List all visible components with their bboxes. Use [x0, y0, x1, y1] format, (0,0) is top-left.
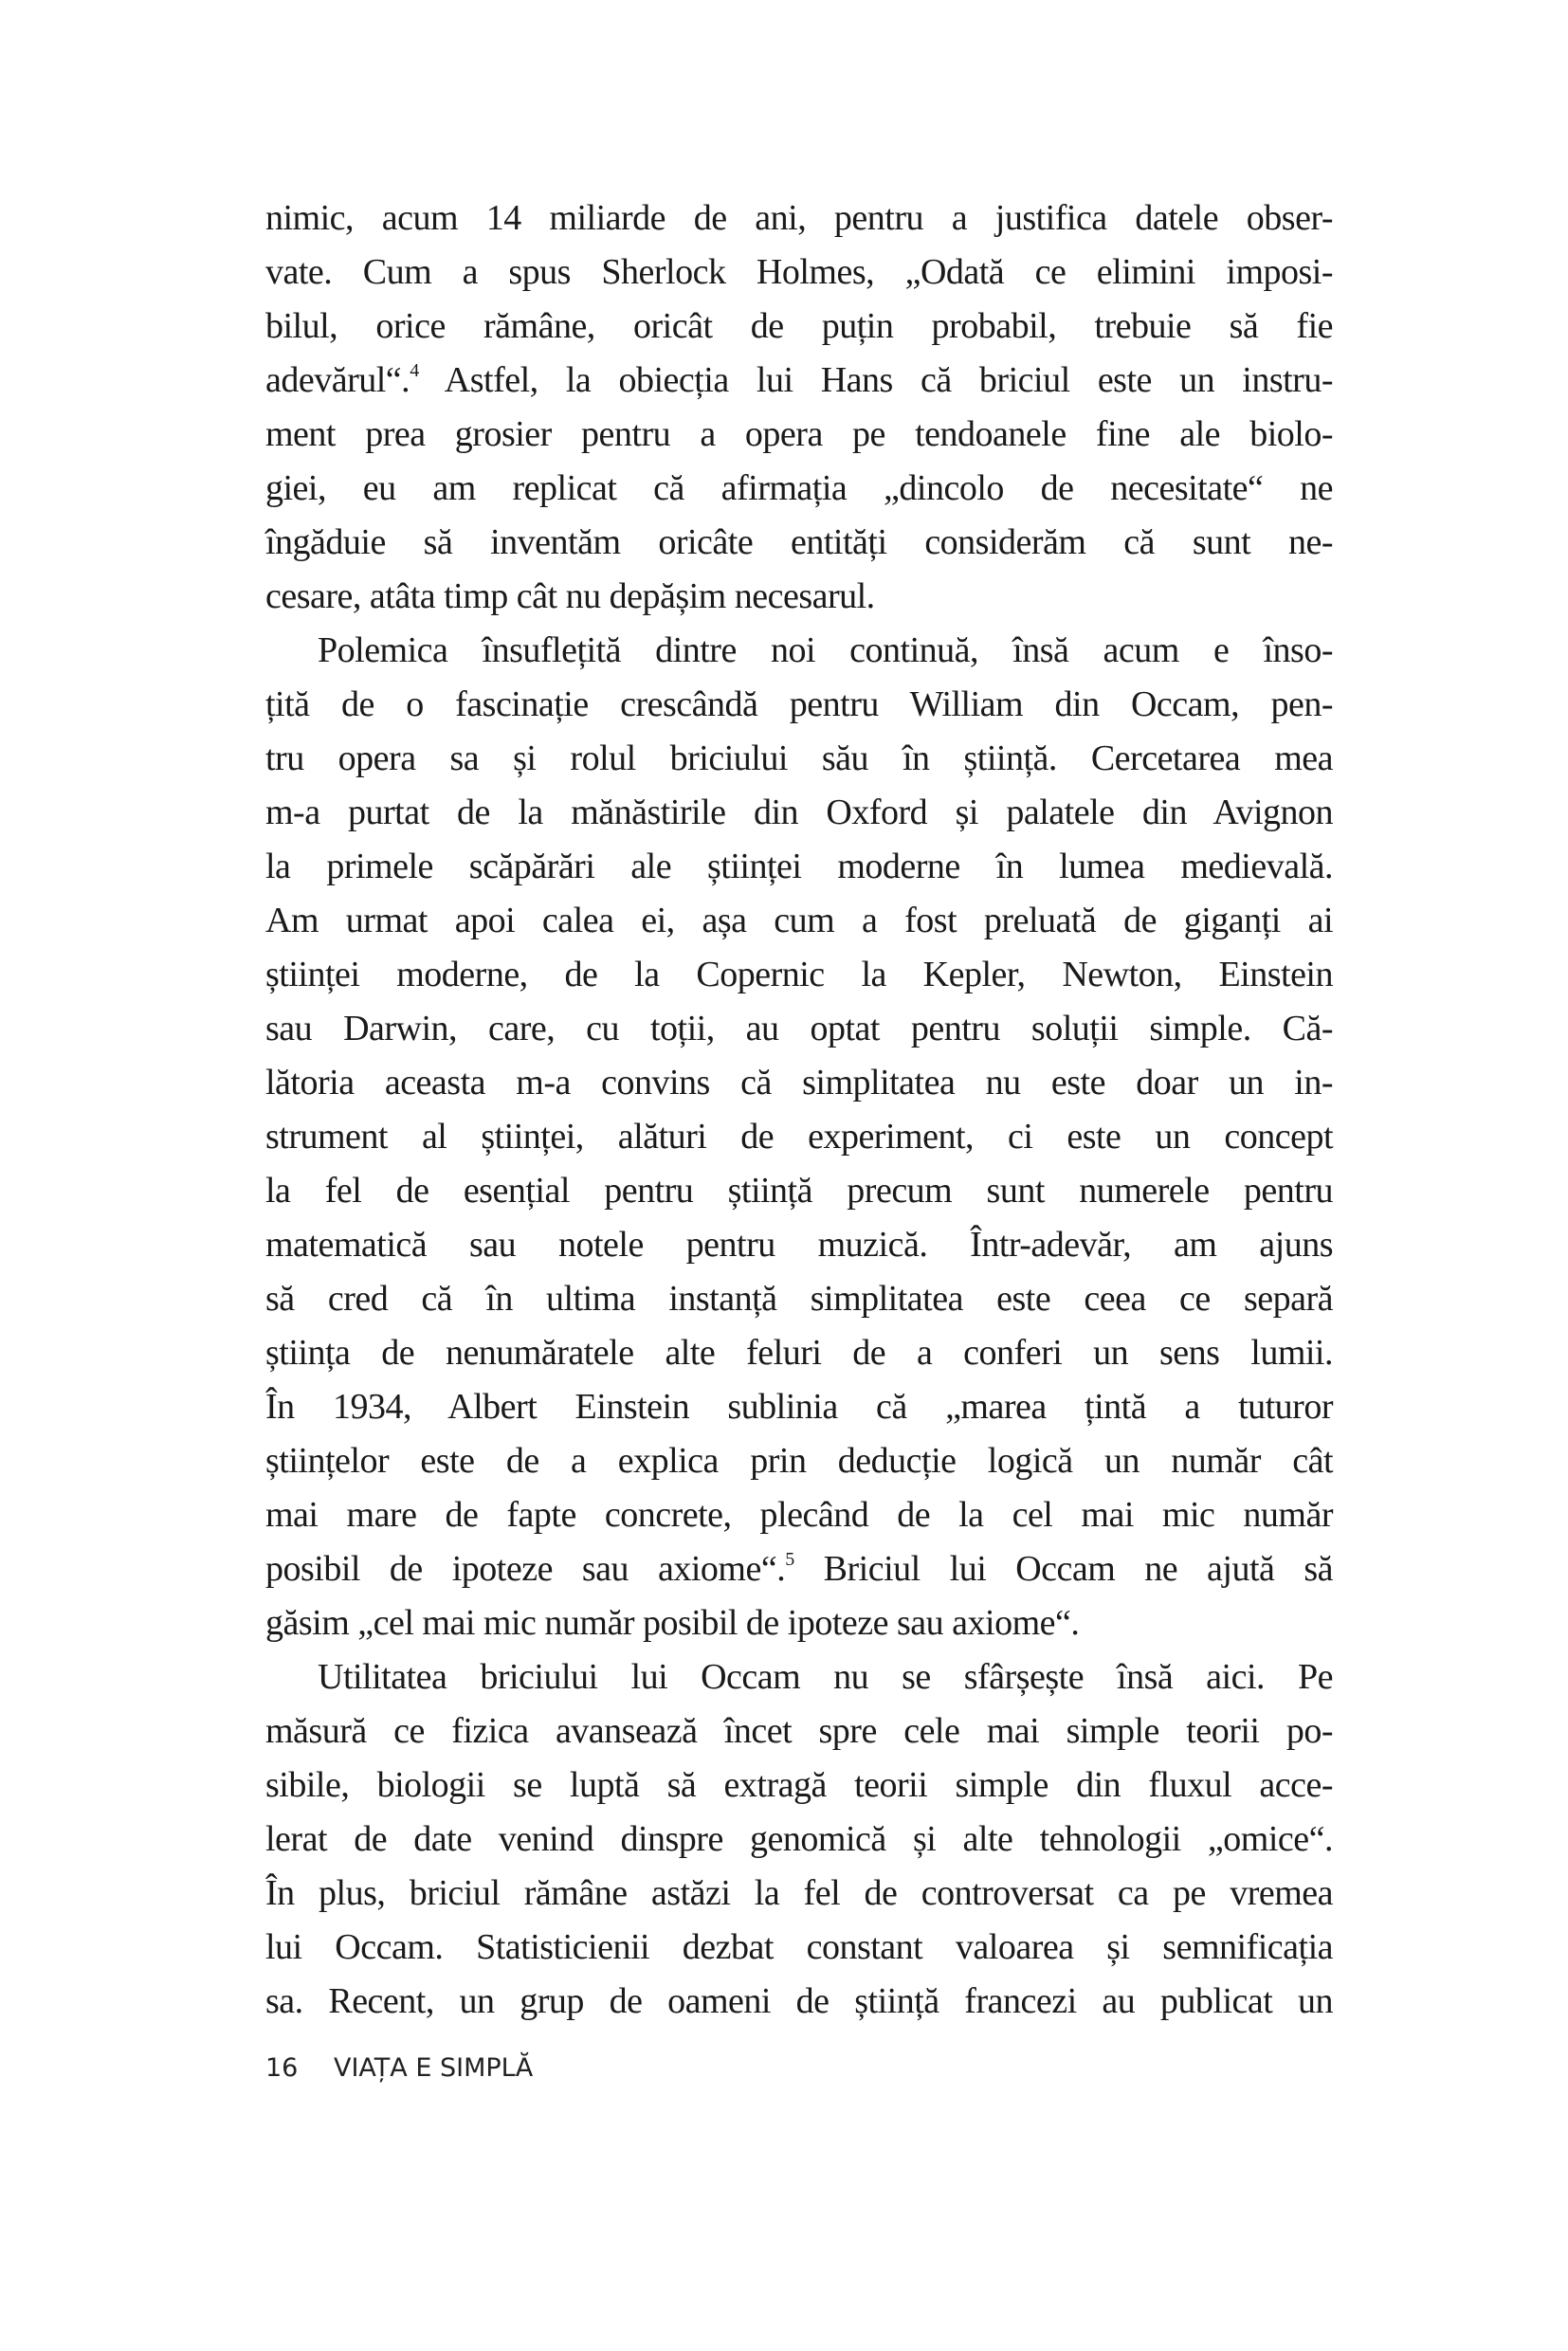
line-text: lătoria aceasta m-a convins că simplitatea nu este doar un in-: [265, 1063, 1333, 1103]
text-line: [265, 516, 1333, 570]
text-line: [265, 1002, 1333, 1056]
line-text: la primele scăpărări ale științei moderne în lumea medievală.: [265, 847, 1333, 886]
footnote-marker[interactable]: 5: [785, 1549, 794, 1570]
line-text: cesare, atâta timp cât nu depășim necesarul.: [265, 576, 875, 616]
text-line: [265, 191, 1333, 246]
text-line: [265, 1704, 1333, 1759]
line-text: lui Occam. Statisticienii dezbat constant valoarea și semnificația: [265, 1927, 1333, 1967]
text-line: [265, 1596, 1333, 1650]
line-text: lerat de date venind dinspre genomică și alte tehnologii „omice“.: [265, 1819, 1333, 1859]
text-line: [265, 624, 1333, 678]
line-text: În 1934, Albert Einstein sublinia că „marea țintă a tuturor: [265, 1387, 1333, 1427]
line-text-continued: Briciul lui Occam ne ajută să: [793, 1549, 1333, 1589]
text-line: [265, 1434, 1333, 1488]
line-text: nimic, acum 14 miliarde de ani, pentru a justifica datele obser-: [265, 198, 1333, 238]
page-number: 16: [265, 2053, 299, 2083]
line-text: îngăduie să inventăm oricâte entități considerăm că sunt ne-: [265, 522, 1333, 562]
line-text: măsură ce fizica avansează încet spre cele mai simple teorii po-: [265, 1711, 1333, 1751]
line-text: ment prea grosier pentru a opera pe tendoanele fine ale biolo-: [265, 414, 1333, 454]
line-text: știința de nenumăratele alte feluri de a conferi un sens lumii.: [265, 1333, 1333, 1373]
line-text: țită de o fascinație crescândă pentru William din Occam, pen-: [265, 684, 1333, 724]
line-text: să cred că în ultima instanță simplitatea este ceea ce separă: [265, 1279, 1333, 1319]
line-text: bilul, orice rămâne, oricât de puțin probabil, trebuie să fie: [265, 306, 1333, 346]
line-text: m-a purtat de la mănăstirile din Oxford și palatele din Avignon: [265, 793, 1333, 832]
text-line: [265, 840, 1333, 894]
text-line: [265, 1921, 1333, 1975]
text-line: [265, 732, 1333, 786]
text-line: [265, 1650, 1333, 1704]
line-text: vate. Cum a spus Sherlock Holmes, „Odată ce elimini imposi-: [265, 252, 1333, 292]
text-line: [265, 462, 1333, 516]
text-line: [265, 786, 1333, 840]
line-text: strument al științei, alături de experiment, ci este un concept: [265, 1117, 1333, 1157]
text-line: [265, 300, 1333, 354]
line-text: Utilitatea briciului lui Occam nu se sfârșește însă aici. Pe: [318, 1657, 1333, 1697]
body-text: [265, 191, 1333, 2029]
line-text: găsim „cel mai mic număr posibil de ipoteze sau axiome“.: [265, 1603, 1080, 1643]
line-text: mai mare de fapte concrete, plecând de la cel mai mic număr: [265, 1495, 1333, 1535]
line-text: posibil de ipoteze sau axiome“.: [265, 1549, 786, 1589]
line-text: la fel de esențial pentru știință precum sunt numerele pentru: [265, 1171, 1333, 1211]
text-line: [265, 570, 1333, 624]
text-line: [265, 894, 1333, 948]
line-text: matematică sau notele pentru muzică. Într-adevăr, am ajuns: [265, 1225, 1333, 1265]
text-line: [265, 1380, 1333, 1434]
line-text: giei, eu am replicat că afirmația „dincolo de necesitate“ ne: [265, 468, 1333, 508]
line-text: sa. Recent, un grup de oameni de știință francezi au publicat un: [265, 1981, 1333, 2021]
text-line: [265, 1110, 1333, 1164]
text-line: [265, 1056, 1333, 1110]
line-text: sibile, biologii se luptă să extragă teorii simple din fluxul acce-: [265, 1765, 1333, 1805]
page-footer: [265, 2053, 533, 2083]
text-line: [265, 1218, 1333, 1272]
text-line: [265, 678, 1333, 732]
line-text: În plus, briciul rămâne astăzi la fel de controversat ca pe vremea: [265, 1873, 1333, 1913]
text-line: [265, 1488, 1333, 1542]
footnote-marker[interactable]: 4: [410, 360, 419, 381]
line-text: adevărul“.: [265, 360, 410, 400]
text-line: [265, 354, 1333, 408]
text-line: [265, 1975, 1333, 2029]
text-line: [265, 948, 1333, 1002]
text-line: [265, 408, 1333, 462]
line-text: sau Darwin, care, cu toții, au optat pentru soluții simple. Că-: [265, 1009, 1333, 1048]
text-line: [265, 1759, 1333, 1813]
text-line: [265, 246, 1333, 300]
text-line: [265, 1164, 1333, 1218]
line-text: tru opera sa și rolul briciului său în știință. Cercetarea mea: [265, 738, 1333, 778]
running-title: VIAȚA E SIMPLĂ: [334, 2053, 534, 2083]
line-text: Am urmat apoi calea ei, așa cum a fost preluată de giganți ai: [265, 901, 1333, 940]
line-text: științei moderne, de la Copernic la Kepler, Newton, Einstein: [265, 955, 1333, 994]
text-line: [265, 1813, 1333, 1867]
text-line: [265, 1272, 1333, 1326]
line-text-continued: Astfel, la obiecția lui Hans că briciul este un instru-: [418, 360, 1333, 400]
text-line: [265, 1542, 1333, 1596]
text-line: [265, 1326, 1333, 1380]
line-text: Polemica însuflețită dintre noi continuă, însă acum e înso-: [318, 630, 1333, 670]
line-text: științelor este de a explica prin deducție logică un număr cât: [265, 1441, 1333, 1481]
text-line: [265, 1867, 1333, 1921]
